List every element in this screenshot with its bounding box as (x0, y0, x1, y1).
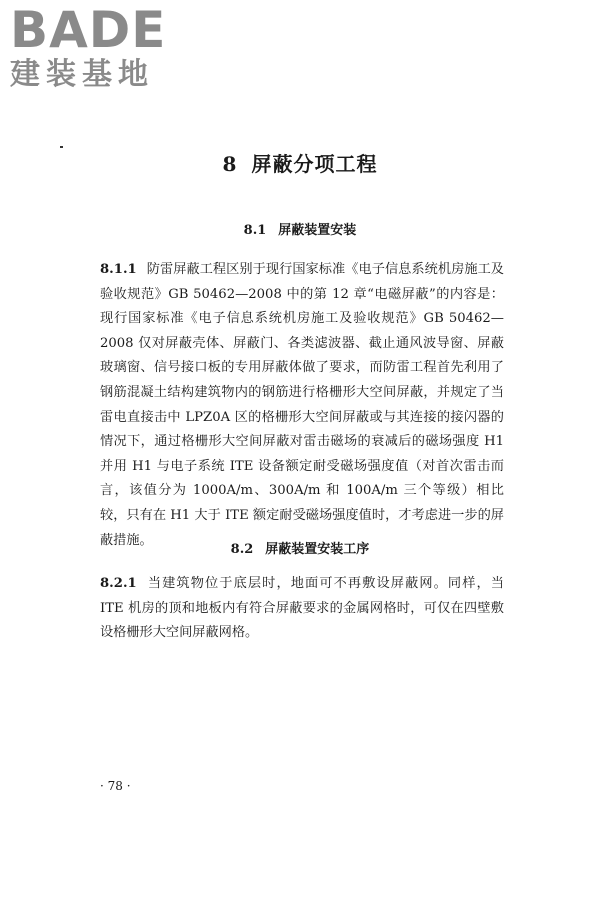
clause-number: 8.1.1 (100, 262, 137, 277)
page-number-text: · 78 · (100, 779, 131, 793)
clause-text: 当建筑物位于底层时，地面可不再敷设屏蔽网。同样，当 ITE 机房的顶和地板内有符合屏蔽要求的金属网格时，可仅在四壁敷设格栅形大空间屏蔽网格。 (100, 576, 504, 641)
section-title-8-2 (0, 541, 600, 559)
section-title-text: 屏蔽装置安装 (278, 223, 357, 238)
clause-8-2-1 (100, 572, 504, 646)
chapter-title-text: 屏蔽分项工程 (251, 152, 378, 176)
section-number: 8.1 (243, 223, 267, 238)
scan-speck (60, 146, 63, 148)
section-title-8-1 (0, 222, 600, 240)
clause-text: 防雷屏蔽工程区别于现行国家标准《电子信息系统机房施工及验收规范》GB 50462—2008 中的第 12 章“电磁屏蔽”的内容是：现行国家标准《电子信息系统机房施工及验收规范》GB 50462—2008 仅对屏蔽壳体、屏蔽门、各类滤波器、截止通风波导窗、屏蔽玻璃窗、信号接口板的专用屏蔽体做了要求，而防雷工程首先利用了钢筋混凝土结构建筑物内的钢筋进行格栅形大空间屏蔽，并规定了当雷电直接击中 LPZ0A 区的格栅形大空间屏蔽或与其连接的接闪器的情况下，通过格栅形大空间屏蔽对雷击磁场的衰减后的磁场强度 H1 并用 H1 与电子系统 ITE 设备额定耐受磁场强度值（对首次雷击而言，该值分为 1000A/m、300A/m 和 100A/m 三个等级）相比较，只有在 H1 大于 ITE 额定耐受磁场强度值时，才考虑进一步的屏蔽措施。 (100, 262, 504, 548)
logo-chinese-text: 建装基地 (10, 57, 154, 92)
section-title-text: 屏蔽装置安装工序 (265, 542, 370, 557)
chapter-title (0, 150, 600, 178)
publisher-logo (10, 1, 180, 92)
clause-number: 8.2.1 (100, 576, 137, 591)
clause-8-1-1 (100, 258, 504, 553)
logo-latin-text: BADE (10, 1, 167, 59)
chapter-number: 8 (222, 152, 238, 176)
section-number: 8.2 (230, 542, 254, 557)
